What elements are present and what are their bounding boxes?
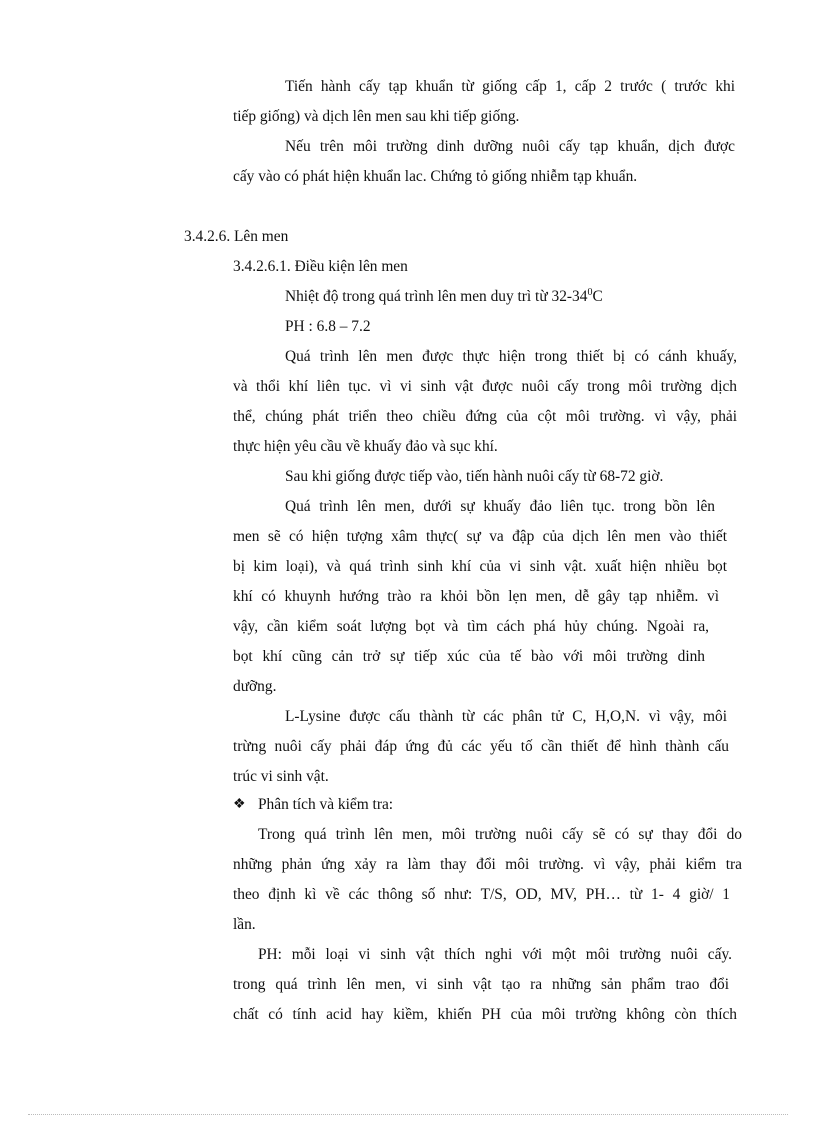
body-text-line: khí có khuynh hướng trào ra khỏi bồn lẹn men, dễ gây tạp nhiễm. vì (233, 588, 719, 605)
body-text-line: dưỡng. (233, 678, 277, 695)
ph-condition: PH : 6.8 – 7.2 (285, 318, 371, 335)
body-text-line: bọt khí cũng cản trở sự tiếp xúc của tế bào với môi trường dinh (233, 648, 705, 665)
body-text-line: Quá trình lên men, dưới sự khuấy đảo liên tục. trong bồn lên (285, 498, 715, 515)
body-text-line: trong quá trình lên men, vi sinh vật tạo ra những sản phẩm trao đổi (233, 976, 729, 993)
body-text-line: và thổi khí liên tục. vì vi sinh vật được nuôi cấy trong môi trường dịch (233, 378, 737, 395)
body-text-line: chất có tính acid hay kiềm, khiến PH của môi trường không còn thích (233, 1006, 737, 1023)
temperature-text: Nhiệt độ trong quá trình lên men duy trì từ 32-34 (285, 288, 588, 305)
body-text-line: Tiến hành cấy tạp khuẩn từ giống cấp 1, cấp 2 trước ( trước khi (285, 78, 735, 95)
body-text-line: PH: mỗi loại vi sinh vật thích nghi với một môi trường nuôi cấy. (258, 946, 732, 963)
body-text-line: Sau khi giống được tiếp vào, tiến hành nuôi cấy từ 68-72 giờ. (285, 468, 664, 485)
body-text-line: theo định kì về các thông số như: T/S, OD, MV, PH… từ 1- 4 giờ/ 1 (233, 886, 730, 903)
body-text-line: vậy, cần kiểm soát lượng bọt và tìm cách phá hủy chúng. Ngoài ra, (233, 618, 709, 635)
subsection-heading: 3.4.2.6.1. Điều kiện lên men (233, 258, 408, 275)
body-text-line: L-Lysine được cấu thành từ các phân tử C, H,O,N. vì vậy, môi (285, 708, 727, 725)
temperature-unit: C (592, 288, 603, 305)
body-text-line: Nếu trên môi trường dinh dưỡng nuôi cấy tạp khuẩn, dịch được (285, 138, 735, 155)
body-text-line: bị kim loại), và quá trình sinh khí của vi sinh vật. xuất hiện nhiều bọt (233, 558, 727, 575)
body-text-line: Quá trình lên men được thực hiện trong thiết bị có cánh khuấy, (285, 348, 737, 365)
page-bottom-divider (28, 1114, 788, 1115)
body-text-line: trúc vi sinh vật. (233, 768, 329, 785)
section-heading: 3.4.2.6. Lên men (184, 228, 289, 245)
body-text-line: thể, chúng phát triển theo chiều đứng của cột môi trường. vì vậy, phải (233, 408, 737, 425)
degree-superscript: 0 (587, 286, 593, 298)
body-text-line: trừng nuôi cấy phải đáp ứng đủ các yếu tố cần thiết để hình thành cấu (233, 738, 729, 755)
bullet-heading: Phân tích và kiểm tra: (258, 796, 394, 813)
temperature-condition (285, 282, 603, 312)
body-text-line: tiếp giống) và dịch lên men sau khi tiếp giống. (233, 108, 520, 125)
body-text-line: thực hiện yêu cầu về khuấy đảo và sục khí. (233, 438, 498, 455)
body-text-line: những phản ứng xảy ra làm thay đổi môi trường. vì vậy, phải kiểm tra (233, 856, 742, 873)
body-text-line: Trong quá trình lên men, môi trường nuôi cấy sẽ có sự thay đổi do (258, 826, 742, 843)
body-text-line: men sẽ có hiện tượng xâm thực( sự va đập của dịch lên men vào thiết (233, 528, 727, 545)
body-text-line: lần. (233, 916, 256, 933)
body-text-line: cấy vào có phát hiện khuẩn lac. Chứng tỏ giống nhiễm tạp khuẩn. (233, 168, 638, 185)
diamond-bullet-icon: ❖ (233, 797, 246, 812)
